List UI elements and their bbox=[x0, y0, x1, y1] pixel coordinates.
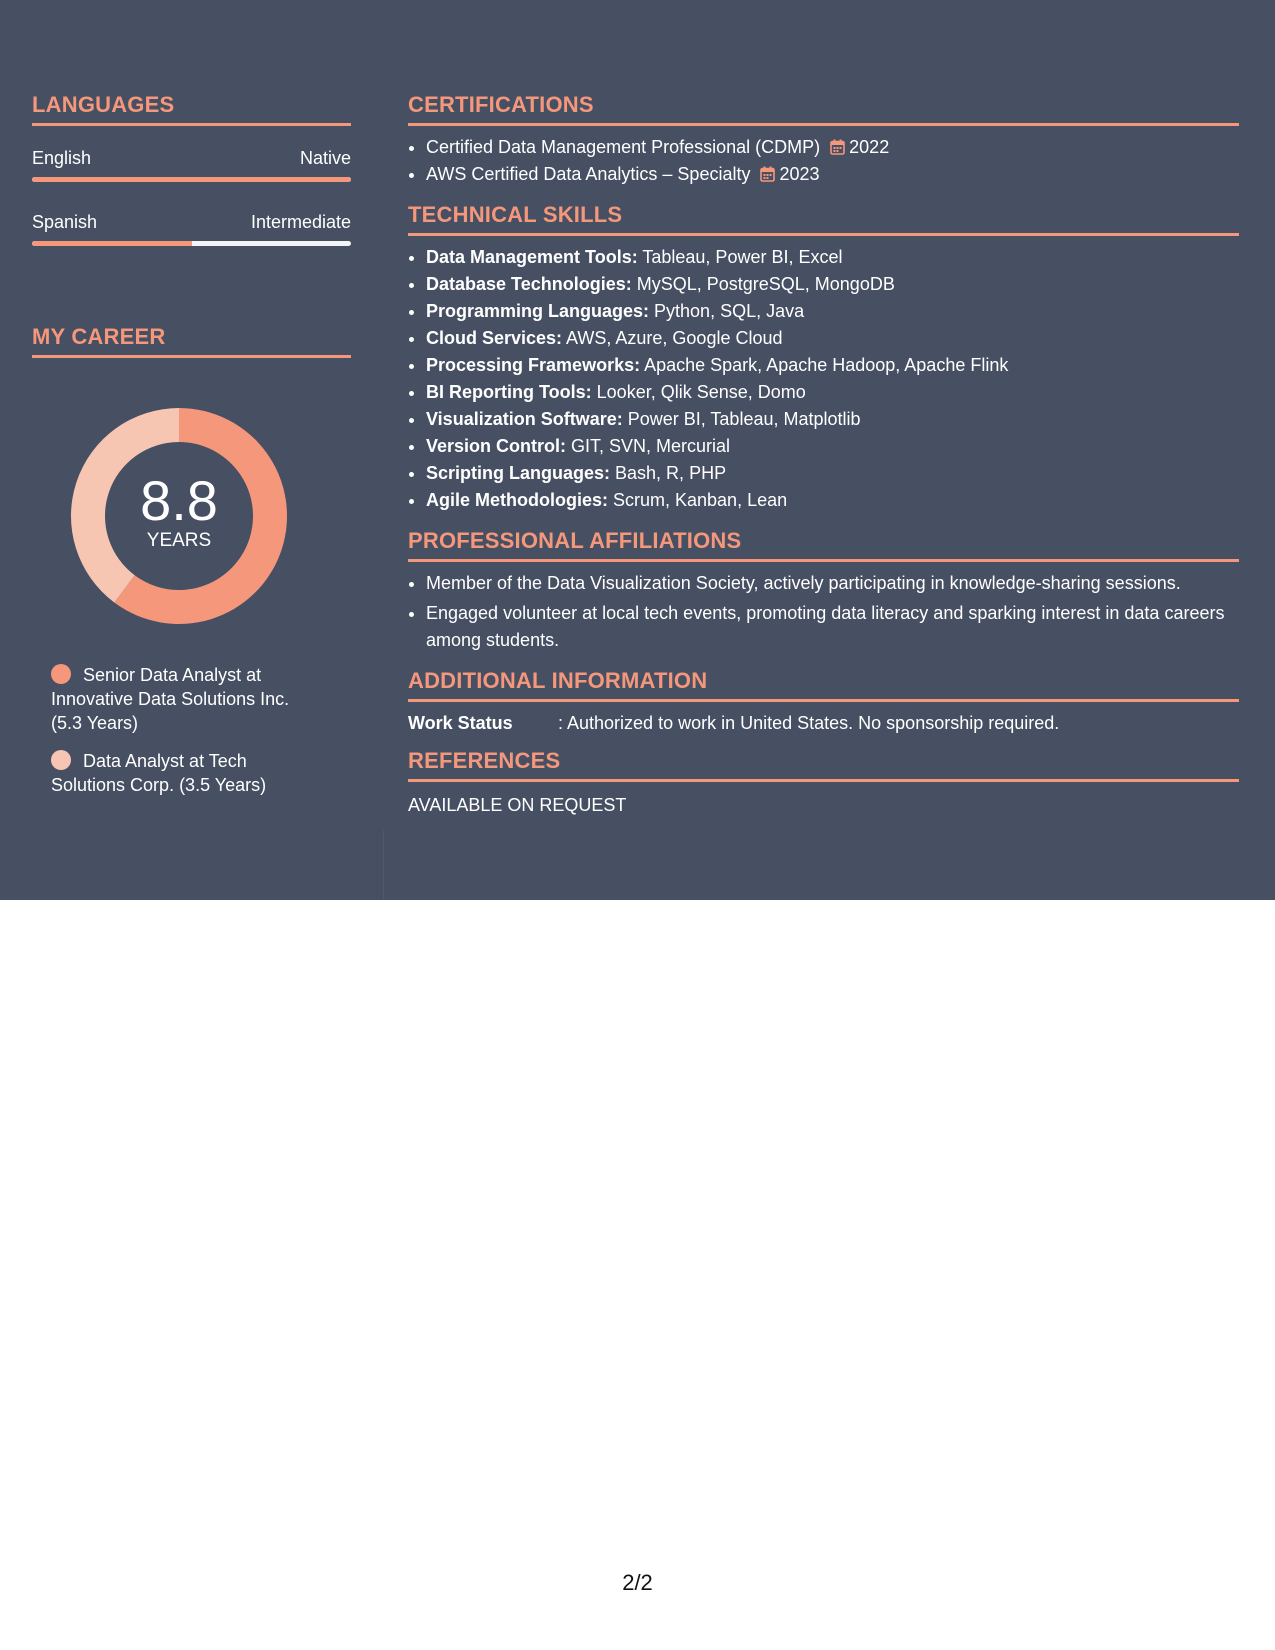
circle-bullet-icon bbox=[51, 750, 71, 770]
technical-skills-list bbox=[408, 244, 1239, 514]
language-proficiency-fill bbox=[32, 177, 351, 182]
affiliations-title: PROFESSIONAL AFFILIATIONS bbox=[408, 528, 1239, 562]
skill-item bbox=[426, 352, 1239, 379]
references-section bbox=[408, 748, 1239, 816]
skill-category: Agile Methodologies: bbox=[426, 490, 608, 510]
skill-item bbox=[426, 433, 1239, 460]
certification-item bbox=[426, 134, 1239, 161]
skill-item bbox=[426, 298, 1239, 325]
skill-item bbox=[426, 271, 1239, 298]
skill-values: Power BI, Tableau, Matplotlib bbox=[622, 409, 861, 429]
circle-bullet-icon bbox=[51, 664, 71, 684]
affiliation-item: • Engaged volunteer at local tech events, promoting data literacy and sparking interest in data careers among students. bbox=[426, 600, 1239, 654]
language-spanish bbox=[32, 212, 351, 246]
affiliations-list bbox=[408, 570, 1239, 654]
skill-values: Apache Spark, Apache Hadoop, Apache Flink bbox=[640, 355, 1009, 375]
skill-values: Scrum, Kanban, Lean bbox=[608, 490, 788, 510]
career-legend bbox=[51, 663, 311, 797]
career-donut-svg bbox=[66, 403, 292, 629]
skill-category: Visualization Software: bbox=[426, 409, 623, 429]
career-total-years: 8.8 bbox=[140, 469, 218, 532]
left-column bbox=[32, 92, 351, 811]
language-english bbox=[32, 148, 351, 182]
certification-year: 2023 bbox=[779, 164, 820, 184]
skill-values: Tableau, Power BI, Excel bbox=[637, 247, 843, 267]
right-column bbox=[408, 92, 1239, 816]
skill-category: Scripting Languages: bbox=[426, 463, 611, 483]
language-level: Native bbox=[299, 148, 351, 168]
skill-values: GIT, SVN, Mercurial bbox=[566, 436, 731, 456]
page-number: 2/2 bbox=[622, 1570, 653, 1595]
skill-item bbox=[426, 325, 1239, 352]
language-name: English bbox=[32, 148, 92, 168]
certifications-list bbox=[408, 134, 1239, 188]
language-proficiency-fill bbox=[32, 241, 192, 246]
skill-item bbox=[426, 244, 1239, 271]
skill-values: MySQL, PostgreSQL, MongoDB bbox=[631, 274, 895, 294]
language-level: Intermediate bbox=[250, 212, 351, 232]
calendar-icon bbox=[760, 166, 775, 182]
donut-slice-2 bbox=[71, 408, 179, 602]
career-legend-item bbox=[51, 663, 311, 735]
affiliation-item: • Member of the Data Visualization Society, actively participating in knowledge-sharing sessions. bbox=[426, 570, 1239, 597]
certification-name: AWS Certified Data Analytics – Specialty bbox=[426, 164, 751, 184]
column-divider bbox=[383, 830, 384, 900]
career-legend-item bbox=[51, 749, 311, 797]
work-status-row bbox=[408, 712, 1239, 734]
career-section bbox=[32, 324, 351, 797]
certifications-title: CERTIFICATIONS bbox=[408, 92, 1239, 126]
certification-name: Certified Data Management Professional (CDMP) bbox=[426, 137, 821, 157]
certifications-section bbox=[408, 92, 1239, 188]
work-status-value: : Authorized to work in United States. No sponsorship required. bbox=[558, 713, 1060, 733]
skill-category: Data Management Tools: bbox=[426, 247, 638, 267]
career-total-unit: YEARS bbox=[146, 530, 212, 551]
skill-item bbox=[426, 460, 1239, 487]
skill-item bbox=[426, 487, 1239, 514]
language-proficiency-bar bbox=[32, 177, 351, 182]
skill-item bbox=[426, 379, 1239, 406]
language-name: Spanish bbox=[32, 212, 98, 232]
certification-item bbox=[426, 161, 1239, 188]
language-proficiency-bar bbox=[32, 241, 351, 246]
additional-info-section bbox=[408, 668, 1239, 734]
skill-category: Programming Languages: bbox=[426, 301, 650, 321]
certification-year: 2022 bbox=[849, 137, 890, 157]
work-status-label: Work Status bbox=[408, 713, 513, 733]
skill-item bbox=[426, 406, 1239, 433]
calendar-icon bbox=[830, 139, 845, 155]
skill-values: Python, SQL, Java bbox=[649, 301, 805, 321]
affiliations-section bbox=[408, 528, 1239, 654]
skill-category: BI Reporting Tools: bbox=[426, 382, 592, 402]
skill-values: Bash, R, PHP bbox=[610, 463, 727, 483]
additional-info-title: ADDITIONAL INFORMATION bbox=[408, 668, 1239, 702]
career-role-label: Senior Data Analyst at Innovative Data Solutions Inc. (5.3 Years) bbox=[51, 665, 290, 733]
skill-values: AWS, Azure, Google Cloud bbox=[562, 328, 783, 348]
languages-title: LANGUAGES bbox=[32, 92, 351, 126]
references-text: AVAILABLE ON REQUEST bbox=[408, 795, 627, 815]
technical-skills-title: TECHNICAL SKILLS bbox=[408, 202, 1239, 236]
skill-category: Database Technologies: bbox=[426, 274, 632, 294]
skill-category: Cloud Services: bbox=[426, 328, 563, 348]
skill-values: Looker, Qlik Sense, Domo bbox=[591, 382, 806, 402]
skill-category: Processing Frameworks: bbox=[426, 355, 641, 375]
skill-category: Version Control: bbox=[426, 436, 567, 456]
career-donut-chart bbox=[66, 403, 292, 629]
technical-skills-section bbox=[408, 202, 1239, 514]
languages-section bbox=[32, 92, 351, 246]
career-role-label: Data Analyst at Tech Solutions Corp. (3.5 Years) bbox=[51, 751, 267, 795]
career-title: MY CAREER bbox=[32, 324, 351, 358]
references-title: REFERENCES bbox=[408, 748, 1239, 782]
